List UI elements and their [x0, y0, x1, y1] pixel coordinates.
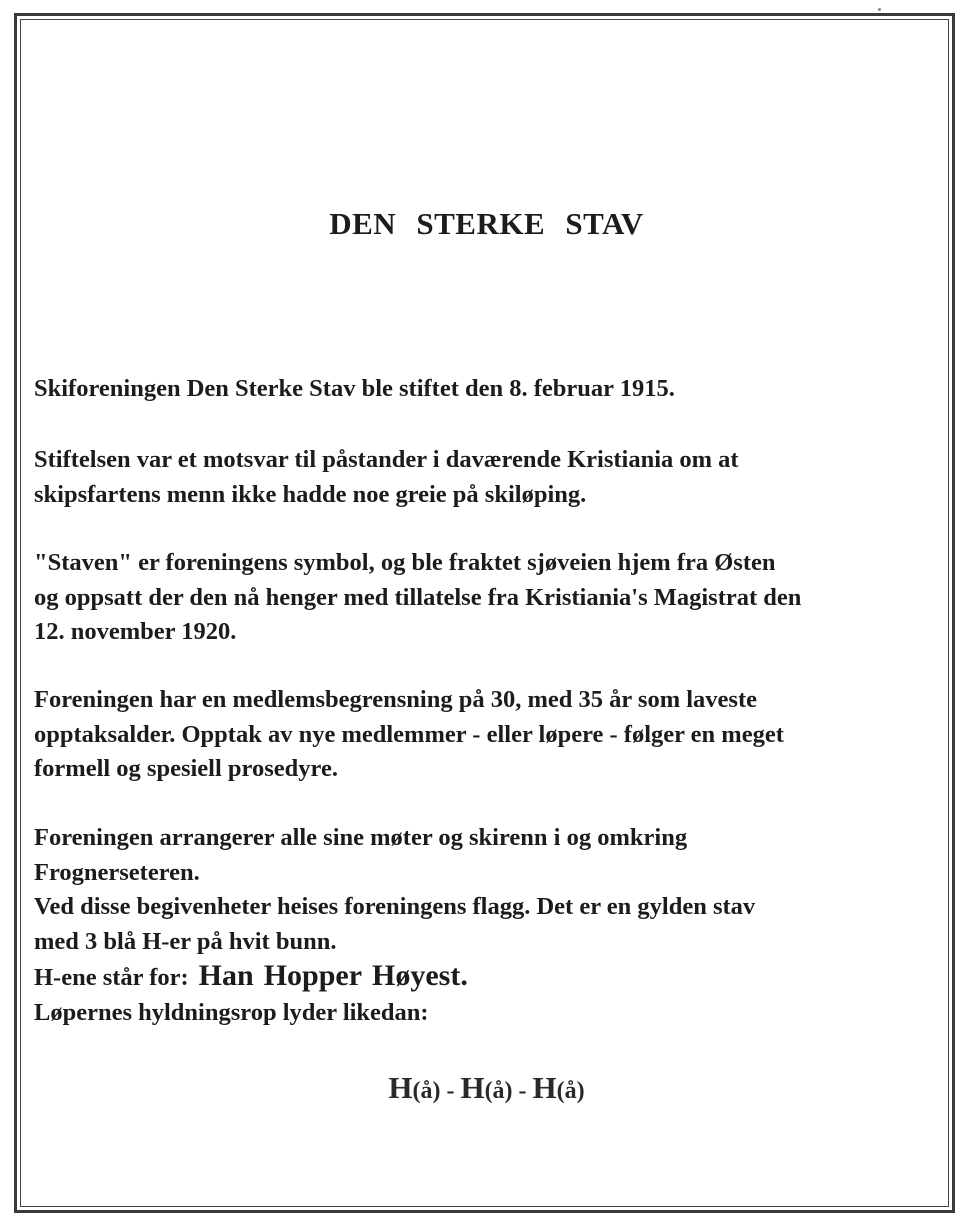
text-line: Skiforeningen Den Sterke Stav ble stiftet den 8. februar 1915.: [34, 375, 675, 402]
text-line: "Staven" er foreningens symbol, og ble fraktet sjøveien hjem fra Østen: [34, 549, 776, 576]
chant-h: H: [460, 1070, 485, 1105]
scan-speck: [878, 8, 881, 11]
motto-word: Han: [198, 959, 254, 993]
text-line: Ved disse begivenheter heises foreningens flagg. Det er en gylden stav: [34, 893, 756, 921]
cheer-intro: Løpernes hyldningsrop lyder likedan:: [34, 998, 429, 1026]
chant-h: H: [388, 1070, 413, 1105]
motto-word: Høyest.: [372, 959, 468, 993]
chant-syllable: (å): [556, 1078, 585, 1104]
text-line: 12. november 1920.: [34, 618, 237, 646]
document-title: DEN STERKE STAV: [329, 206, 644, 241]
chant-separator: -: [440, 1078, 461, 1104]
paragraph-founding: [34, 372, 949, 407]
motto-line: [34, 959, 949, 996]
text-line: Foreningen arrangerer alle sine møter og skirenn i og omkring: [34, 824, 688, 851]
text-line: formell og spesiell prosedyre.: [34, 755, 338, 783]
paragraph-membership: [34, 683, 949, 787]
paragraph-events: [34, 821, 949, 1031]
text-line: opptaksalder. Opptak av nye medlemmer - eller løpere - følger en meget: [34, 720, 784, 748]
text-line: skipsfartens menn ikke hadde noe greie på skiløping.: [34, 480, 587, 508]
motto-word: Hopper: [263, 959, 363, 993]
chant-syllable: (å): [484, 1078, 513, 1104]
motto-prefix: H-ene står for:: [34, 964, 189, 992]
paragraph-symbol: [34, 546, 949, 650]
text-line: med 3 blå H-er på hvit bunn.: [34, 927, 337, 955]
text-line: Frognerseteren.: [34, 858, 200, 886]
chant-h: H: [532, 1070, 557, 1105]
chant-syllable: (å): [412, 1078, 441, 1104]
text-line: Foreningen har en medlemsbegrensning på 30, med 35 år som laveste: [34, 686, 757, 713]
text-line: og oppsatt der den nå henger med tillatelse fra Kristiania's Magistrat den: [34, 583, 802, 611]
chant-separator: -: [512, 1078, 533, 1104]
paragraph-origin: [34, 443, 949, 512]
cheer-chant: [0, 1070, 973, 1106]
text-line: Stiftelsen var et motsvar til påstander i daværende Kristiania om at: [34, 446, 739, 473]
